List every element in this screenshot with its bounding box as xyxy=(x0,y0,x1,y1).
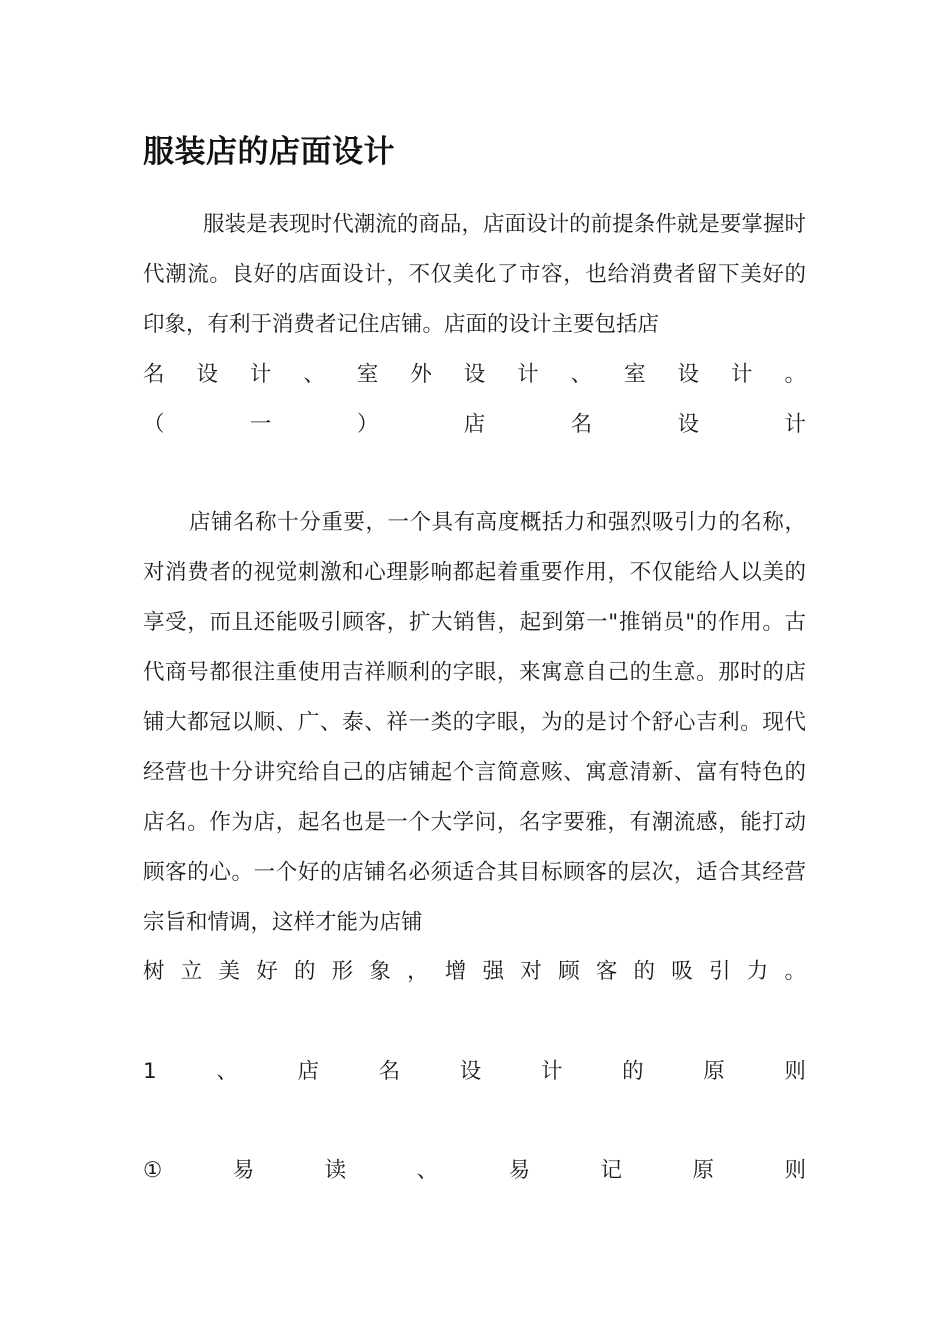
spread-char: 设 xyxy=(459,1059,482,1084)
spread-char: 室 xyxy=(356,362,379,387)
spread-char: 引 xyxy=(709,959,731,984)
spread-char: 立 xyxy=(180,959,203,984)
spread-char: 则 xyxy=(784,1059,806,1084)
spread-char: 的 xyxy=(633,959,656,984)
spread-char: 设 xyxy=(677,362,700,387)
section-heading-store-name xyxy=(143,400,806,450)
spread-char: 美 xyxy=(218,959,240,984)
spread-char: 原 xyxy=(703,1059,725,1084)
spread-char: 、 xyxy=(570,362,593,387)
spread-line-design-items xyxy=(143,350,806,400)
subheading-principles xyxy=(143,1047,806,1097)
spread-char: ） xyxy=(356,412,379,437)
spread-char: 计 xyxy=(249,362,272,387)
spread-char: 设 xyxy=(463,362,486,387)
spread-char: 的 xyxy=(622,1059,644,1084)
spread-char: ① xyxy=(143,1158,163,1183)
intro-paragraph: 服装是表现时代潮流的商品，店面设计的前提条件就是要掌握时代潮流。良好的店面设计，不仅美化了市容，也给消费者留下美好的印象，有利于消费者记住店铺。店面的设计主要包括店 xyxy=(143,212,806,337)
spread-char: 名 xyxy=(570,412,593,437)
subheading-easy-read xyxy=(143,1146,806,1196)
spread-char: 、 xyxy=(416,1158,439,1183)
spread-char: 对 xyxy=(520,959,542,984)
spread-char: 增 xyxy=(444,959,467,984)
spread-char: 一 xyxy=(249,412,272,437)
spread-char: 易 xyxy=(508,1158,531,1183)
spread-char: 的 xyxy=(293,959,316,984)
spread-char: 。 xyxy=(784,959,806,984)
spread-char: 强 xyxy=(482,959,505,984)
spread-char: 计 xyxy=(540,1059,563,1084)
spread-char: 易 xyxy=(232,1158,255,1183)
spread-char: 力 xyxy=(746,959,769,984)
spread-char: 计 xyxy=(784,412,806,437)
spread-char: 记 xyxy=(600,1158,623,1183)
spread-char: 店 xyxy=(297,1059,319,1084)
spread-char: 则 xyxy=(784,1158,806,1183)
spread-char: 设 xyxy=(677,412,700,437)
store-name-paragraph: 店铺名称十分重要，一个具有高度概括力和强烈吸引力的名称，对消费者的视觉刺激和心理影响都起着重要作用，不仅能给人以美的享受，而且还能吸引顾客，扩大销售，起到第一"推销员"的作用。古代商号都很注重使用吉祥顺利的字眼，来寓意自己的生意。那时的店铺大都冠以顺、广、泰、祥一类的字眼，为的是讨个舒心吉利。现代经营也十分讲究给自己的店铺起个言简意赅、寓意清新、富有特色的店名。作为店，起名也是一个大学问，名字要雅，有潮流感，能打动顾客的心。一个好的店铺名必须适合其目标顾客的层次，适合其经营宗旨和情调，这样才能为店铺 xyxy=(143,510,806,935)
spread-char: 顾 xyxy=(558,959,580,984)
spread-char: 形 xyxy=(331,959,354,984)
page-title: 服装店的店面设计 xyxy=(143,134,395,170)
spread-char: 读 xyxy=(324,1158,347,1183)
spread-char: 、 xyxy=(303,362,325,387)
spread-char: 外 xyxy=(410,362,432,387)
spread-char: 吸 xyxy=(671,959,693,984)
spread-char: ， xyxy=(407,959,429,984)
spread-char: 设 xyxy=(196,362,218,387)
spread-char: 好 xyxy=(256,959,278,984)
spread-char: 1 xyxy=(143,1059,157,1084)
spread-char: 原 xyxy=(692,1158,714,1183)
spread-char: （ xyxy=(143,412,165,437)
spread-char: 树 xyxy=(143,959,165,984)
spread-char: 计 xyxy=(730,362,753,387)
spread-char: 室 xyxy=(624,362,646,387)
spread-char: 名 xyxy=(378,1059,401,1084)
spread-char: 计 xyxy=(517,362,539,387)
spread-char: 店 xyxy=(463,412,486,437)
spread-char: 象 xyxy=(369,959,391,984)
spread-char: 名 xyxy=(143,362,165,387)
spread-char: 客 xyxy=(595,959,618,984)
spread-line-image xyxy=(143,947,806,997)
spread-char: 、 xyxy=(216,1059,238,1084)
spread-char: 。 xyxy=(784,362,806,387)
